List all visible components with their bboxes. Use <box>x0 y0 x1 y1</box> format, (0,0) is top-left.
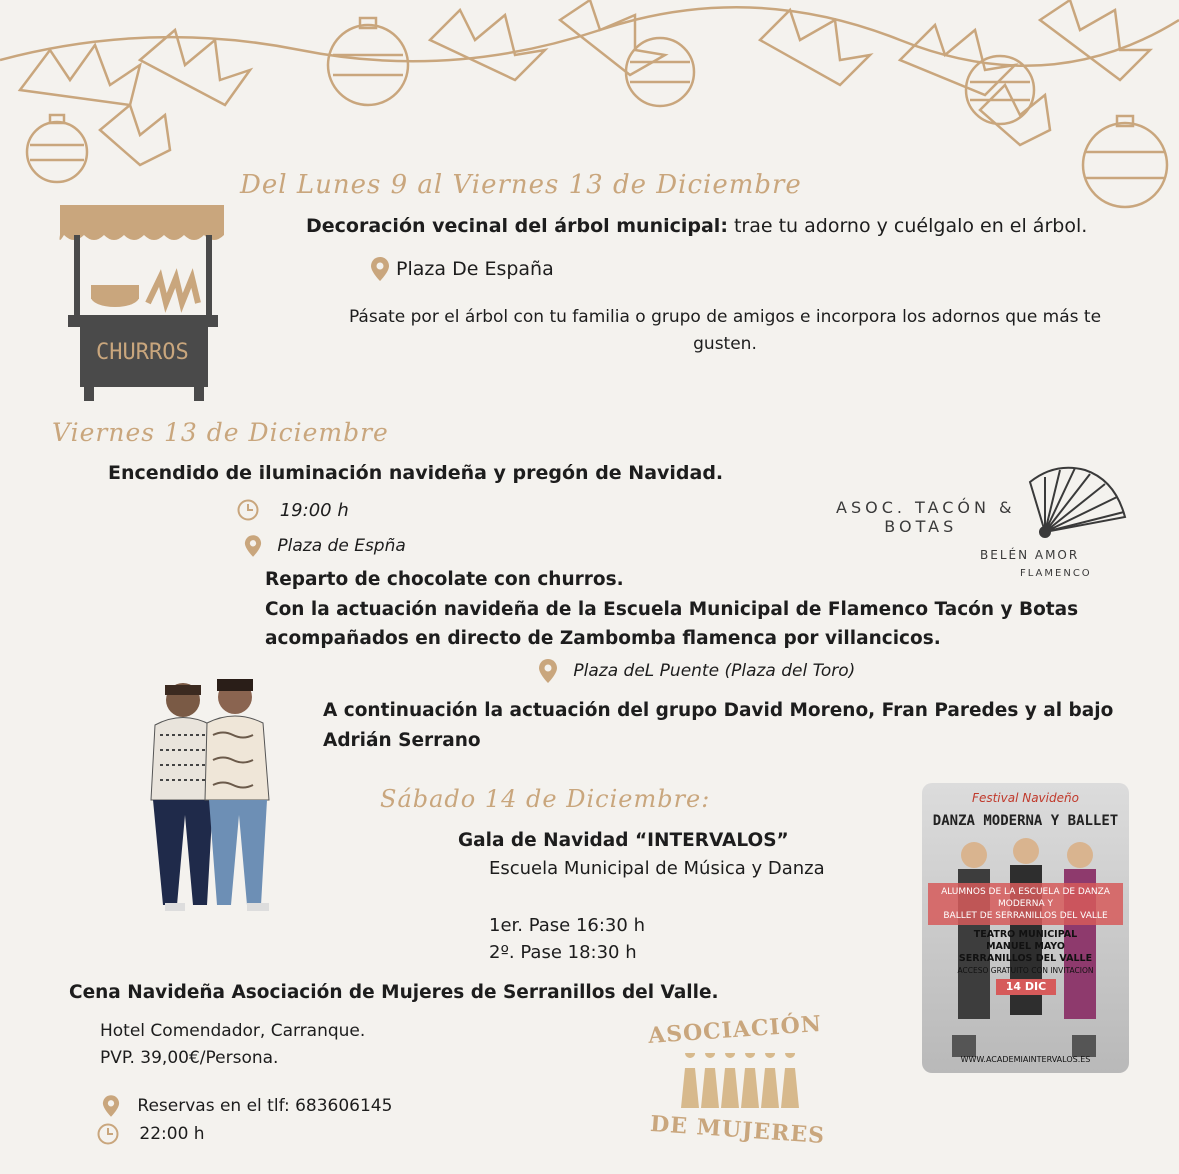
event-time <box>236 498 349 522</box>
reservas-label: Reservas en el tlf: 683606145 <box>137 1096 393 1116</box>
poster-venue <box>922 929 1129 977</box>
logo-line-3: BELÉN AMOR <box>980 548 1080 562</box>
churros-label: CHURROS <box>96 340 189 365</box>
asociacion-mujeres-logo <box>640 1005 840 1165</box>
event-decoracion <box>306 215 1087 237</box>
location-pin-icon <box>102 1094 120 1118</box>
event-decoracion-title: Decoración vecinal del árbol municipal: <box>306 215 728 237</box>
clock-icon <box>236 498 260 522</box>
cena-price: PVP. 39,00€/Persona. <box>100 1048 279 1068</box>
flamenco-fan-icon <box>1025 462 1130 542</box>
gala-passes <box>489 912 645 966</box>
location-plaza-espana <box>370 256 554 282</box>
poster-venue-1: TEATRO MUNICIPAL <box>973 929 1078 940</box>
cena-hotel: Hotel Comendador, Carranque. <box>100 1021 366 1041</box>
churros-stand-icon <box>58 205 228 405</box>
cena-time <box>96 1122 205 1146</box>
location-pin-icon <box>244 534 262 558</box>
poster-venue-2: MANUEL MAYO <box>986 941 1065 952</box>
women-silhouettes-icon <box>680 1053 800 1113</box>
time-label: 22:00 h <box>139 1124 205 1144</box>
festival-poster <box>922 783 1129 1073</box>
poster-venue-3: SERRANILLOS DEL VALLE <box>958 953 1093 964</box>
poster-date: 14 DIC <box>996 979 1056 995</box>
cena-details <box>100 1018 365 1072</box>
flamenco-line: Con la actuación navideña de la Escuela Municipal de Flamenco Tacón y Botas <box>265 598 1079 620</box>
date-heading-2: Viernes 13 de Diciembre <box>52 418 389 447</box>
gala-title: Gala de Navidad “INTERVALOS” <box>458 830 789 851</box>
location-pin-icon <box>370 256 390 282</box>
location-label: Plaza deL Puente (Plaza del Toro) <box>573 661 856 681</box>
chocolate-block <box>265 565 1078 654</box>
logo-top-text: ASOCIACIÓN <box>647 1010 823 1050</box>
zambomba-line: acompañados en directo de Zambomba flamenca por villancicos. <box>265 628 941 649</box>
event-decoracion-desc: trae tu adorno y cuélgalo en el árbol. <box>727 215 1088 237</box>
date-heading-3: Sábado 14 de Diciembre: <box>380 785 711 813</box>
clock-icon <box>96 1122 120 1146</box>
event-location-2 <box>538 658 855 684</box>
concert-block <box>323 696 1113 755</box>
note-line-1: Pásate por el árbol con tu familia o grupo de amigos e incorpora los adornos que más te <box>348 307 1102 327</box>
pass-2: 2º. Pase 18:30 h <box>489 942 637 963</box>
time-label: 19:00 h <box>279 499 349 521</box>
location-pin-icon <box>538 658 558 684</box>
tacon-botas-logo <box>836 498 1016 536</box>
poster-band-2: BALLET DE SERRANILLOS DEL VALLE <box>943 911 1108 921</box>
date-heading-1: Del Lunes 9 al Viernes 13 de Diciembre <box>240 170 802 200</box>
logo-line-2: BOTAS <box>884 517 958 536</box>
poster-web: WWW.ACADEMIAINTERVALOS.ES <box>960 1055 1091 1064</box>
note-text <box>310 304 1140 358</box>
event-encendido-title: Encendido de iluminación navideña y pregón de Navidad. <box>108 462 724 484</box>
concert-line-1: A continuación la actuación del grupo David Moreno, Fran Paredes y al bajo <box>323 700 1114 721</box>
gala-subtitle: Escuela Municipal de Música y Danza <box>489 858 825 879</box>
location-label: Plaza De España <box>396 258 554 280</box>
cena-reservas <box>102 1094 392 1118</box>
event-location <box>244 534 406 558</box>
poster-band <box>928 883 1123 925</box>
concert-line-2: Adrián Serrano <box>323 729 481 751</box>
note-line-2: gusten. <box>693 334 757 354</box>
poster-title: DANZA MODERNA Y BALLET <box>932 813 1119 829</box>
logo-line-4: FLAMENCO <box>1020 568 1092 579</box>
poster-access: ACCESO GRATUITO CON INVITACION <box>957 966 1094 975</box>
cena-title: Cena Navideña Asociación de Mujeres de Serranillos del Valle. <box>69 982 719 1003</box>
performers-photo <box>135 665 305 915</box>
pass-1: 1er. Pase 16:30 h <box>489 915 645 936</box>
location-label: Plaza de Espña <box>277 536 406 556</box>
poster-band-1: ALUMNOS DE LA ESCUELA DE DANZA MODERNA Y <box>941 887 1110 909</box>
logo-bottom-text: DE MUJERES <box>649 1110 826 1150</box>
chocolate-line: Reparto de chocolate con churros. <box>265 569 624 590</box>
poster-festival: Festival Navideño <box>972 791 1079 805</box>
logo-line-1: ASOC. TACÓN & <box>836 498 1016 517</box>
